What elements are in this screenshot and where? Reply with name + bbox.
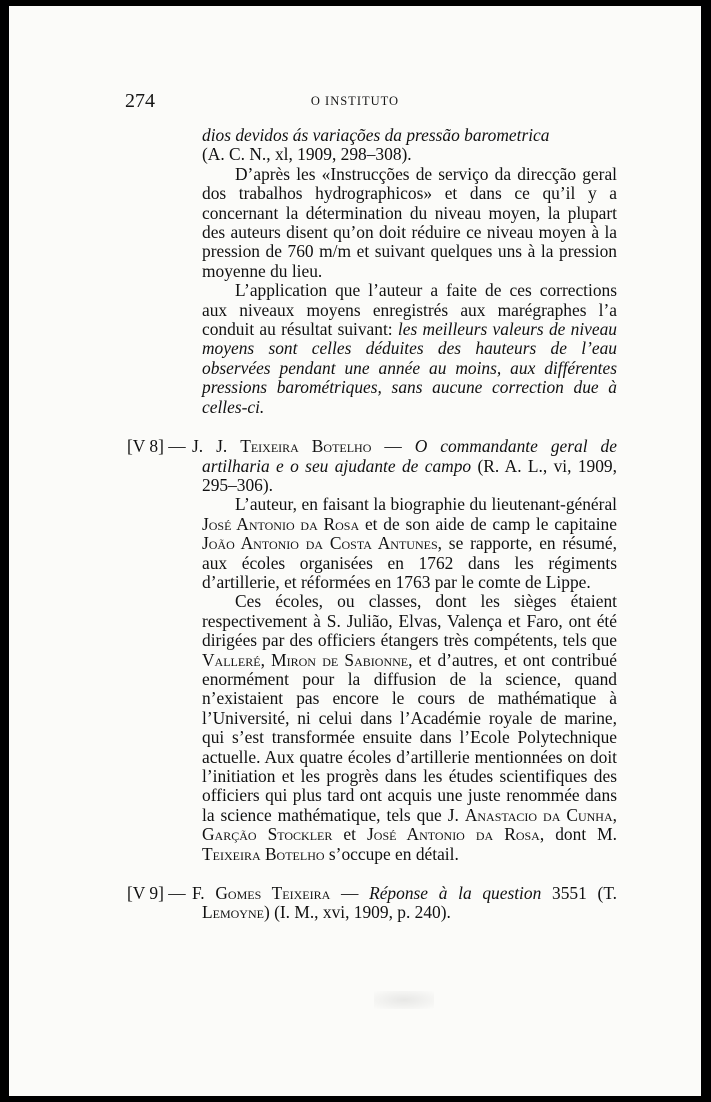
paragraph-italic-conclusion: les meilleurs valeurs de niveau moyens sont celles déduites des hauteurs de l’eau observées pendant une année au moins, aux différentes pressions barométriques, sans aucune correction due à celles-ci. xyxy=(202,319,617,417)
text-run: , xyxy=(612,804,617,825)
text-run: L’auteur, en faisant la biographie du lieutenant-général xyxy=(235,494,617,515)
text-run: , dont M. xyxy=(539,824,617,845)
entry-heading xyxy=(127,884,617,923)
document-page xyxy=(9,6,701,1096)
continuation-title-line xyxy=(202,126,617,145)
page-number: 274 xyxy=(125,90,155,112)
text-run: et de son aide de camp le capitaine xyxy=(364,513,617,534)
text-run: , se rapporte, en résumé, aux écoles organisées en 1762 dans les régiments d’artillerie, et réformées en 1763 par le comte de Lippe. xyxy=(202,533,617,592)
paragraph xyxy=(202,281,617,417)
page-header xyxy=(9,86,701,116)
paragraph xyxy=(202,495,617,592)
person-name: João Antonio da Costa Antunes xyxy=(202,533,438,554)
work-title: O commandante geral de artilharia e o seu ajudante de campo xyxy=(202,436,617,476)
continuation-citation: (A. C. N., xl, 1909, 298–308). xyxy=(202,144,412,165)
entry-heading xyxy=(127,437,617,495)
paragraph-roman: L’application que l’auteur a faite de ces corrections aux niveaux moyens enregistrés aux marégraphes l’a conduit au résultat suivant: xyxy=(202,280,617,340)
respondent-name: T. Lemoyne xyxy=(202,883,617,923)
person-name: Teixeira Botelho xyxy=(202,843,325,864)
continuation-title-italic: dios devidos ás variações da pressão barometrica xyxy=(202,125,550,145)
bibliography-entry-v9 xyxy=(127,884,617,923)
author-initials: F. xyxy=(192,883,205,904)
entry-body xyxy=(127,495,617,864)
person-name: Miron de Sabionne xyxy=(271,649,409,670)
person-name: José Antonio da Rosa xyxy=(367,824,540,845)
paragraph: D’après les «Instrucções de serviço da direcção geral dos trabalhos hydrographicos» et dans ce qu’il y a concernant la détermination du niveau moyen, la plupart des auteurs disent qu’on doit réduire ce niveau moyen à la pression de 760 m/m et suivant quelques uns à la pression moyenne du lieu. xyxy=(202,163,617,281)
question-number: 3551 xyxy=(552,883,587,904)
continuation-block xyxy=(127,126,617,417)
running-title: O INSTITUTO xyxy=(310,94,400,108)
text-run: , et d’autres, et ont contribué enormément pour la diffusion de la science, quand n’existaient pas encore le cours de mathématique à l’Université, ni celui dans l’Académie royale de marine, qui s’est transformée ensuite dans l’Ecole Polytechnique actuelle. Aux quatre écoles d’artillerie mentionnées on doit l’initiation et les progrès dans les études scientifiques des officiers qui plus tard ont acquis une juste renommée dans la science mathématique, tels que J. xyxy=(202,649,617,825)
entry-dash: — xyxy=(340,883,359,904)
paper-smudge xyxy=(374,991,434,1009)
text-run: et xyxy=(343,824,356,845)
text-run: , xyxy=(260,649,265,670)
text-run: s’occupe en détail. xyxy=(328,843,459,864)
author-name: Teixeira Botelho xyxy=(240,436,372,457)
entry-id: [V 8] — xyxy=(127,436,186,457)
person-name: José Antonio da Rosa xyxy=(202,513,360,534)
person-name: Valleré xyxy=(202,649,261,670)
paragraph xyxy=(202,592,617,864)
author-initials: J. J. xyxy=(192,436,228,457)
person-name: Anastacio da Cunha xyxy=(464,804,613,825)
person-name: Garção Stockler xyxy=(202,824,333,845)
author-name: Gomes Teixeira xyxy=(215,883,331,904)
bibliography-entry-v8 xyxy=(127,437,617,864)
citation-close: ) (I. M., xvi, 1909, p. 240). xyxy=(263,902,451,923)
entry-dash: — xyxy=(384,436,402,457)
text-run: Ces écoles, ou classes, dont les sièges étaient respectivement à S. Julião, Elvas, Valença et Faro, ont été dirigées par des officiers étangers très compétents, tels que xyxy=(202,591,617,651)
work-citation: (R. A. L., vi, 1909, 295–306). xyxy=(202,455,617,495)
body-text xyxy=(127,126,617,923)
work-title: Réponse à la question xyxy=(369,883,542,904)
entry-id: [V 9] — xyxy=(127,883,186,904)
citation-open: ( xyxy=(597,883,604,904)
